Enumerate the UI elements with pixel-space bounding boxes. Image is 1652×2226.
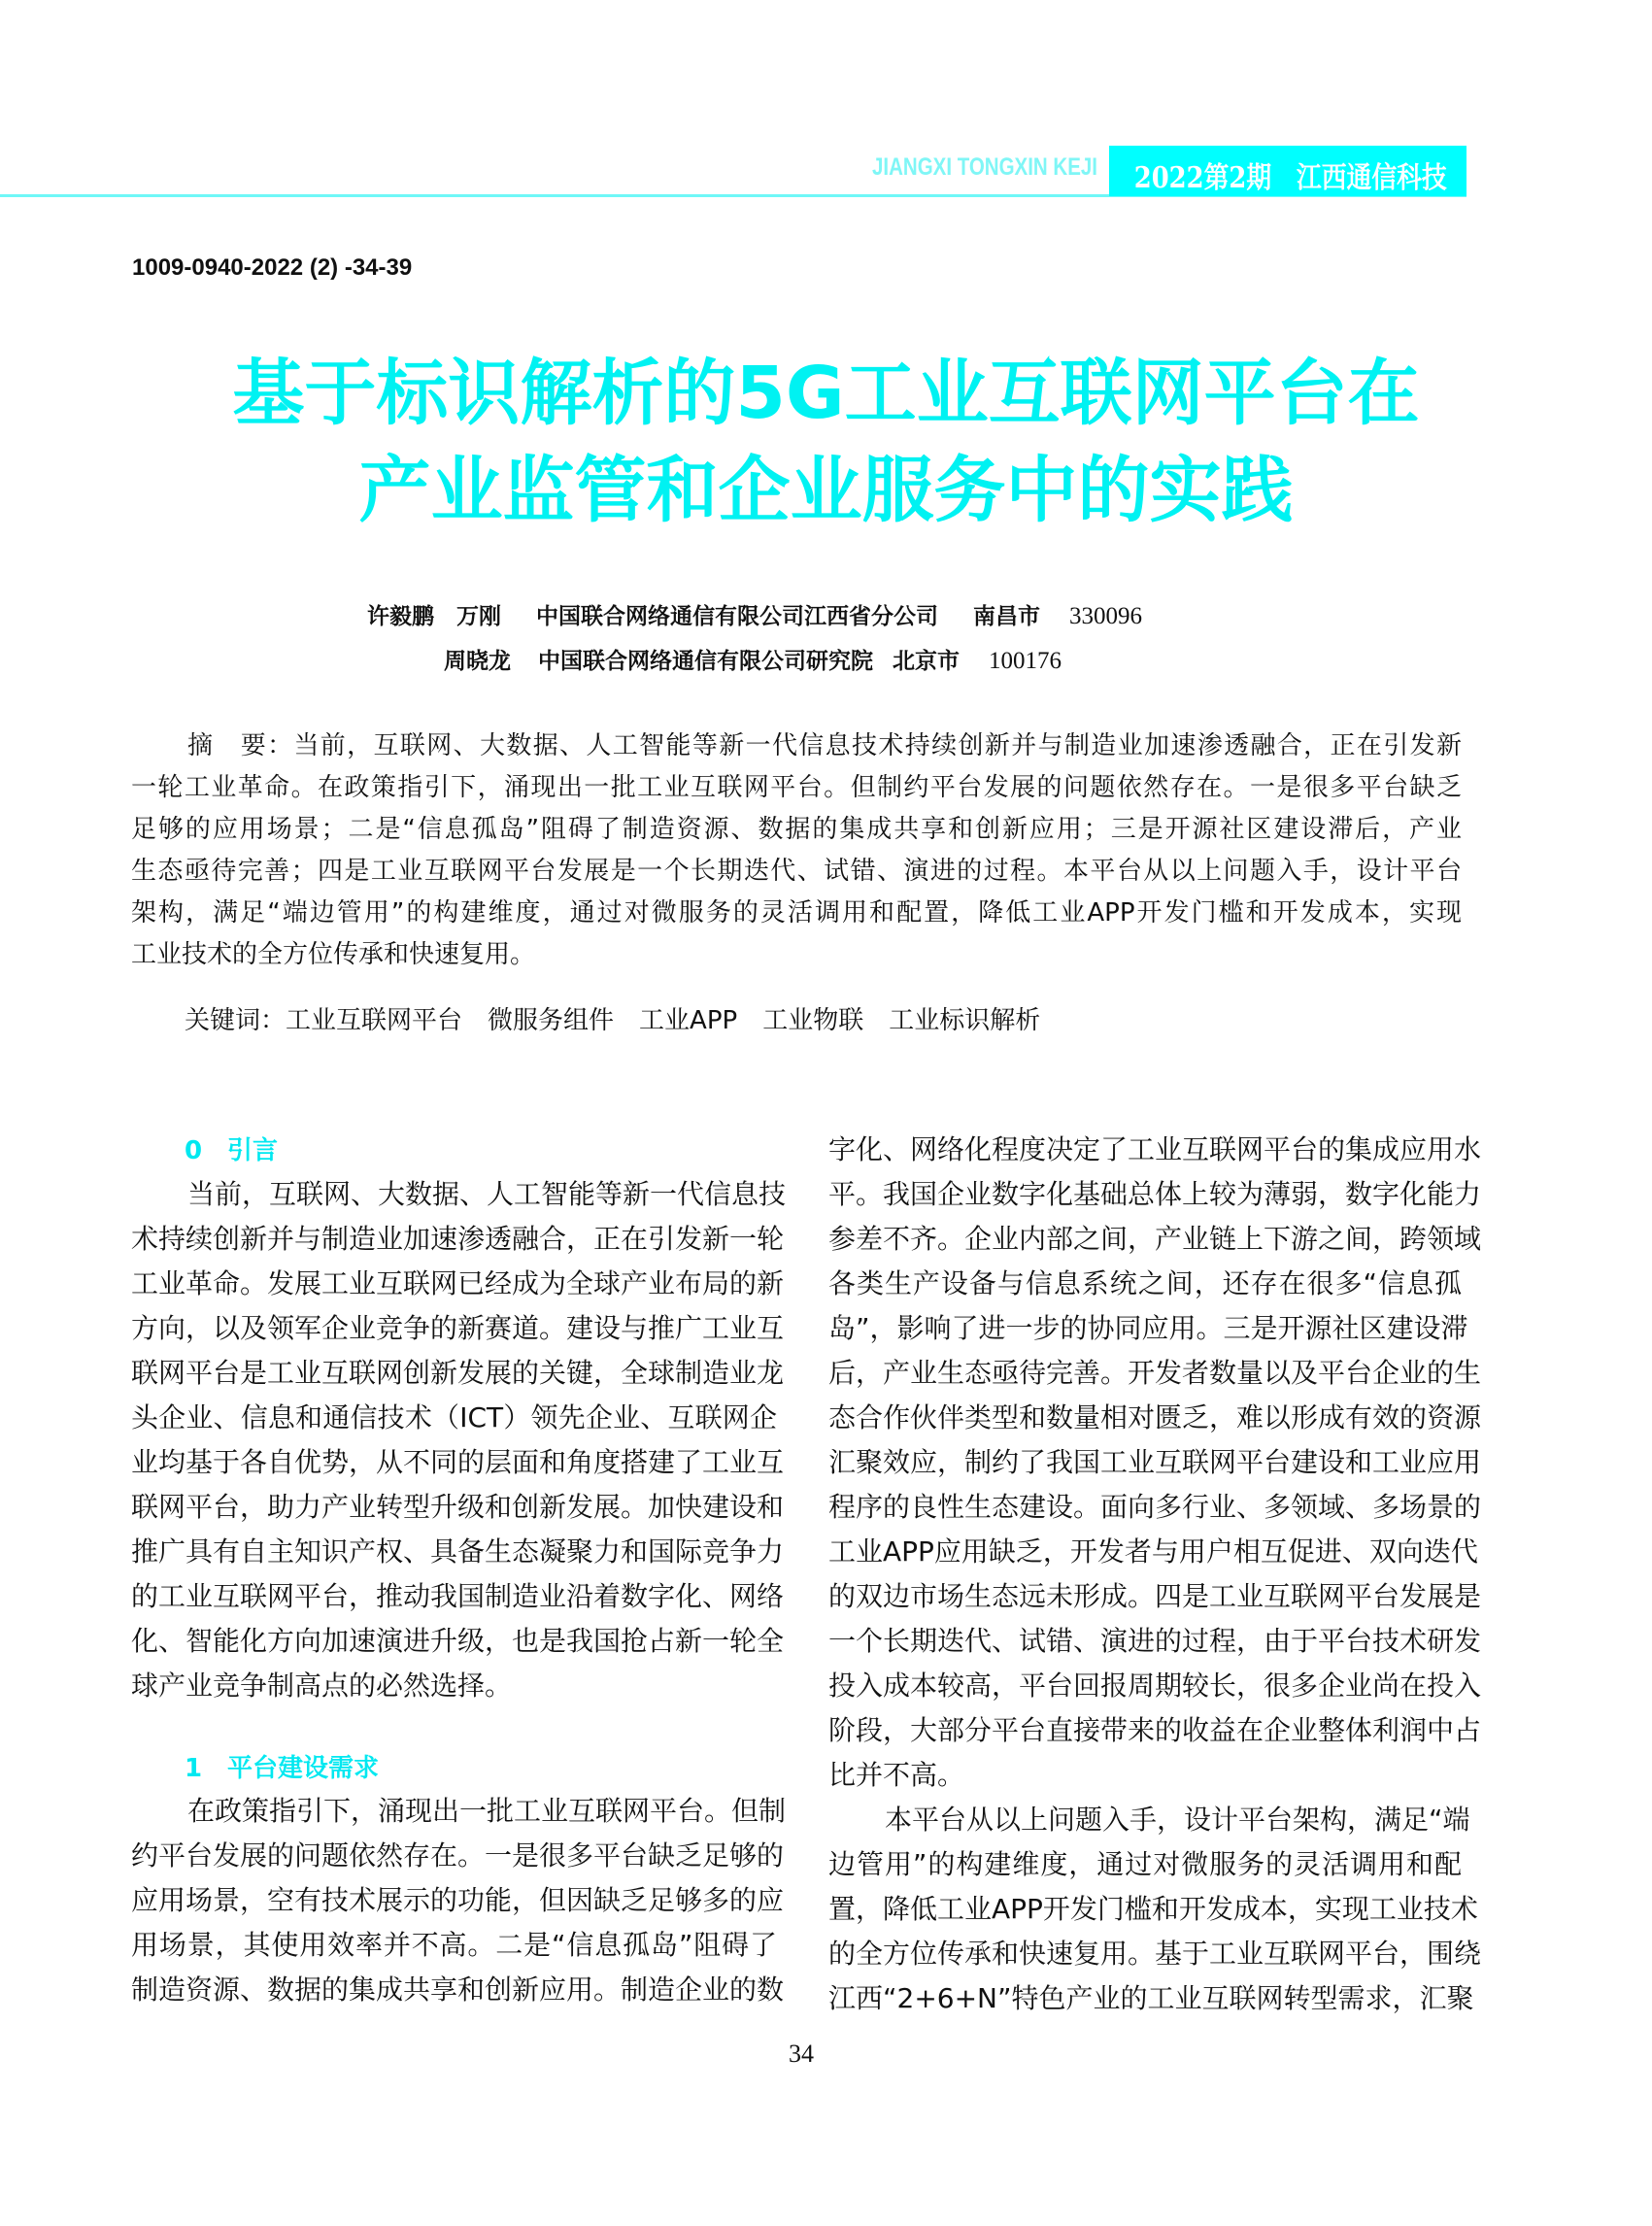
body-line: 比并不高。 bbox=[828, 1759, 965, 1791]
section-title: 平台建设需求 bbox=[227, 1754, 380, 1783]
body-line: 的全方位传承和快速复用。基于工业互联网平台，围绕 bbox=[828, 1938, 1482, 1970]
body-line: 字化、网络化程度决定了工业互联网平台的集成应用水 bbox=[828, 1133, 1482, 1165]
abstract-line: 一轮工业革命。在政策指引下，涌现出一批工业互联网平台。但制约平台发展的问题依然存在。一是很多平台缺乏 bbox=[131, 773, 1462, 802]
section-number: 1 bbox=[185, 1754, 203, 1783]
body-line: 平。我国企业数字化基础总体上较为薄弱，数字化能力 bbox=[828, 1178, 1482, 1210]
author-names: 许毅鹏 万刚 bbox=[367, 603, 501, 629]
body-line: 用场景，其使用效率并不高。二是“信息孤岛”阻碍了 bbox=[131, 1929, 777, 1961]
abstract-line: 工业技术的全方位传承和快速复用。 bbox=[131, 940, 536, 969]
abstract-line: 架构，满足“端边管用”的构建维度，通过对微服务的灵活调用和配置，降低工业APP开发门槛和开发成本，实现 bbox=[131, 898, 1462, 928]
body-line: 江西“2+6+N”特色产业的工业互联网转型需求，汇聚 bbox=[828, 1982, 1474, 2014]
body-line: 参差不齐。企业内部之间，产业链上下游之间，跨领域 bbox=[828, 1223, 1482, 1255]
author-names: 周晓龙 bbox=[444, 648, 511, 674]
body-line: 一个长期迭代、试错、演进的过程，由于平台技术研发 bbox=[828, 1625, 1482, 1657]
author-line-1 bbox=[367, 598, 1142, 630]
body-line: 化、智能化方向加速演进升级，也是我国抢占新一轮全 bbox=[131, 1625, 785, 1657]
body-line: 本平台从以上问题入手，设计平台架构，满足“端 bbox=[885, 1804, 1470, 1836]
body-line: 工业革命。发展工业互联网已经成为全球产业布局的新 bbox=[131, 1267, 785, 1299]
issue-label: 2022第2期 江西通信科技 bbox=[1133, 161, 1447, 195]
section-heading-0 bbox=[185, 1130, 278, 1166]
abstract-line: 生态亟待完善；四是工业互联网平台发展是一个长期迭代、试错、演进的过程。本平台从以上问题入手，设计平台 bbox=[131, 857, 1462, 886]
keyword: 工业APP bbox=[639, 1006, 738, 1035]
body-line: 推广具有自主知识产权、具备生态凝聚力和国际竞争力 bbox=[131, 1535, 785, 1568]
author-postcode: 330096 bbox=[1069, 603, 1142, 629]
body-line: 方向，以及领军企业竞争的新赛道。建设与推广工业互 bbox=[131, 1312, 785, 1344]
body-line: 程序的良性生态建设。面向多行业、多领域、多场景的 bbox=[828, 1491, 1482, 1523]
keyword: 工业物联 bbox=[762, 1006, 864, 1035]
section-title: 引言 bbox=[227, 1136, 279, 1165]
body-line: 联网平台是工业互联网创新发展的关键，全球制造业龙 bbox=[131, 1357, 785, 1389]
abstract-line: 摘 要：当前，互联网、大数据、人工智能等新一代信息技术持续创新并与制造业加速渗透融合，正在引发新 bbox=[187, 731, 1462, 760]
body-line: 态合作伙伴类型和数量相对匮乏，难以形成有效的资源 bbox=[828, 1401, 1482, 1433]
body-line: 边管用”的构建维度，通过对微服务的灵活调用和配 bbox=[828, 1848, 1462, 1880]
body-line: 制造资源、数据的集成共享和创新应用。制造企业的数 bbox=[131, 1973, 785, 2006]
body-line: 应用场景，空有技术展示的功能，但因缺乏足够多的应 bbox=[131, 1884, 785, 1916]
keyword: 工业互联网平台 bbox=[286, 1006, 463, 1035]
body-line: 岛”，影响了进一步的协同应用。三是开源社区建设滞 bbox=[828, 1312, 1468, 1344]
author-affiliation: 中国联合网络通信有限公司江西省分公司 bbox=[536, 603, 938, 629]
body-line: 术持续创新并与制造业加速渗透融合，正在引发新一轮 bbox=[131, 1223, 785, 1255]
paper-title-line-1: 基于标识解析的5G工业互联网平台在 bbox=[232, 352, 1420, 435]
body-line: 各类生产设备与信息系统之间，还存在很多“信息孤 bbox=[828, 1267, 1462, 1299]
body-line: 在政策指引下，涌现出一批工业互联网平台。但制 bbox=[187, 1795, 787, 1827]
author-city: 南昌市 bbox=[973, 603, 1040, 629]
body-line: 阶段，大部分平台直接带来的收益在企业整体利润中占 bbox=[828, 1714, 1482, 1746]
keywords bbox=[185, 1000, 1065, 1036]
body-line: 头企业、信息和通信技术（ICT）领先企业、互联网企 bbox=[131, 1401, 777, 1433]
body-line: 联网平台，助力产业转型升级和创新发展。加快建设和 bbox=[131, 1491, 785, 1523]
keyword: 工业标识解析 bbox=[889, 1006, 1041, 1035]
keyword: 微服务组件 bbox=[488, 1006, 615, 1035]
body-line: 的双边市场生态远未形成。四是工业互联网平台发展是 bbox=[828, 1580, 1482, 1612]
journal-name-en: JIANGXI TONGXIN KEJI bbox=[871, 153, 1097, 181]
document-id: 1009-0940-2022 (2) -34-39 bbox=[132, 254, 413, 281]
keywords-label: 关键词： bbox=[185, 1006, 287, 1035]
author-postcode: 100176 bbox=[989, 648, 1062, 674]
section-heading-1 bbox=[185, 1748, 379, 1784]
body-line: 当前，互联网、大数据、人工智能等新一代信息技 bbox=[187, 1178, 787, 1210]
author-affiliation: 中国联合网络通信有限公司研究院 bbox=[538, 648, 873, 674]
body-line: 工业APP应用缺乏，开发者与用户相互促进、双向迭代 bbox=[828, 1535, 1478, 1568]
body-line: 投入成本较高，平台回报周期较长，很多企业尚在投入 bbox=[828, 1670, 1482, 1702]
paper-title-line-2: 产业监管和企业服务中的实践 bbox=[358, 449, 1294, 532]
author-line-2 bbox=[444, 643, 1062, 675]
body-line: 约平台发展的问题依然存在。一是很多平台缺乏足够的 bbox=[131, 1839, 785, 1872]
page-number: 34 bbox=[789, 2040, 814, 2068]
abstract-line: 足够的应用场景；二是“信息孤岛”阻碍了制造资源、数据的集成共享和创新应用；三是开源社区建设滞后，产业 bbox=[131, 815, 1462, 844]
body-line: 的工业互联网平台，推动我国制造业沿着数字化、网络 bbox=[131, 1580, 785, 1612]
body-line: 汇聚效应，制约了我国工业互联网平台建设和工业应用 bbox=[828, 1446, 1482, 1478]
body-line: 业均基于各自优势，从不同的层面和角度搭建了工业互 bbox=[131, 1446, 785, 1478]
issue-banner bbox=[1109, 146, 1467, 196]
body-line: 球产业竞争制高点的必然选择。 bbox=[131, 1670, 513, 1702]
body-line: 后，产业生态亟待完善。开发者数量以及平台企业的生 bbox=[828, 1357, 1482, 1389]
body-line: 置，降低工业APP开发门槛和开发成本，实现工业技术 bbox=[828, 1893, 1478, 1925]
section-number: 0 bbox=[185, 1136, 203, 1165]
author-city: 北京市 bbox=[893, 648, 960, 674]
